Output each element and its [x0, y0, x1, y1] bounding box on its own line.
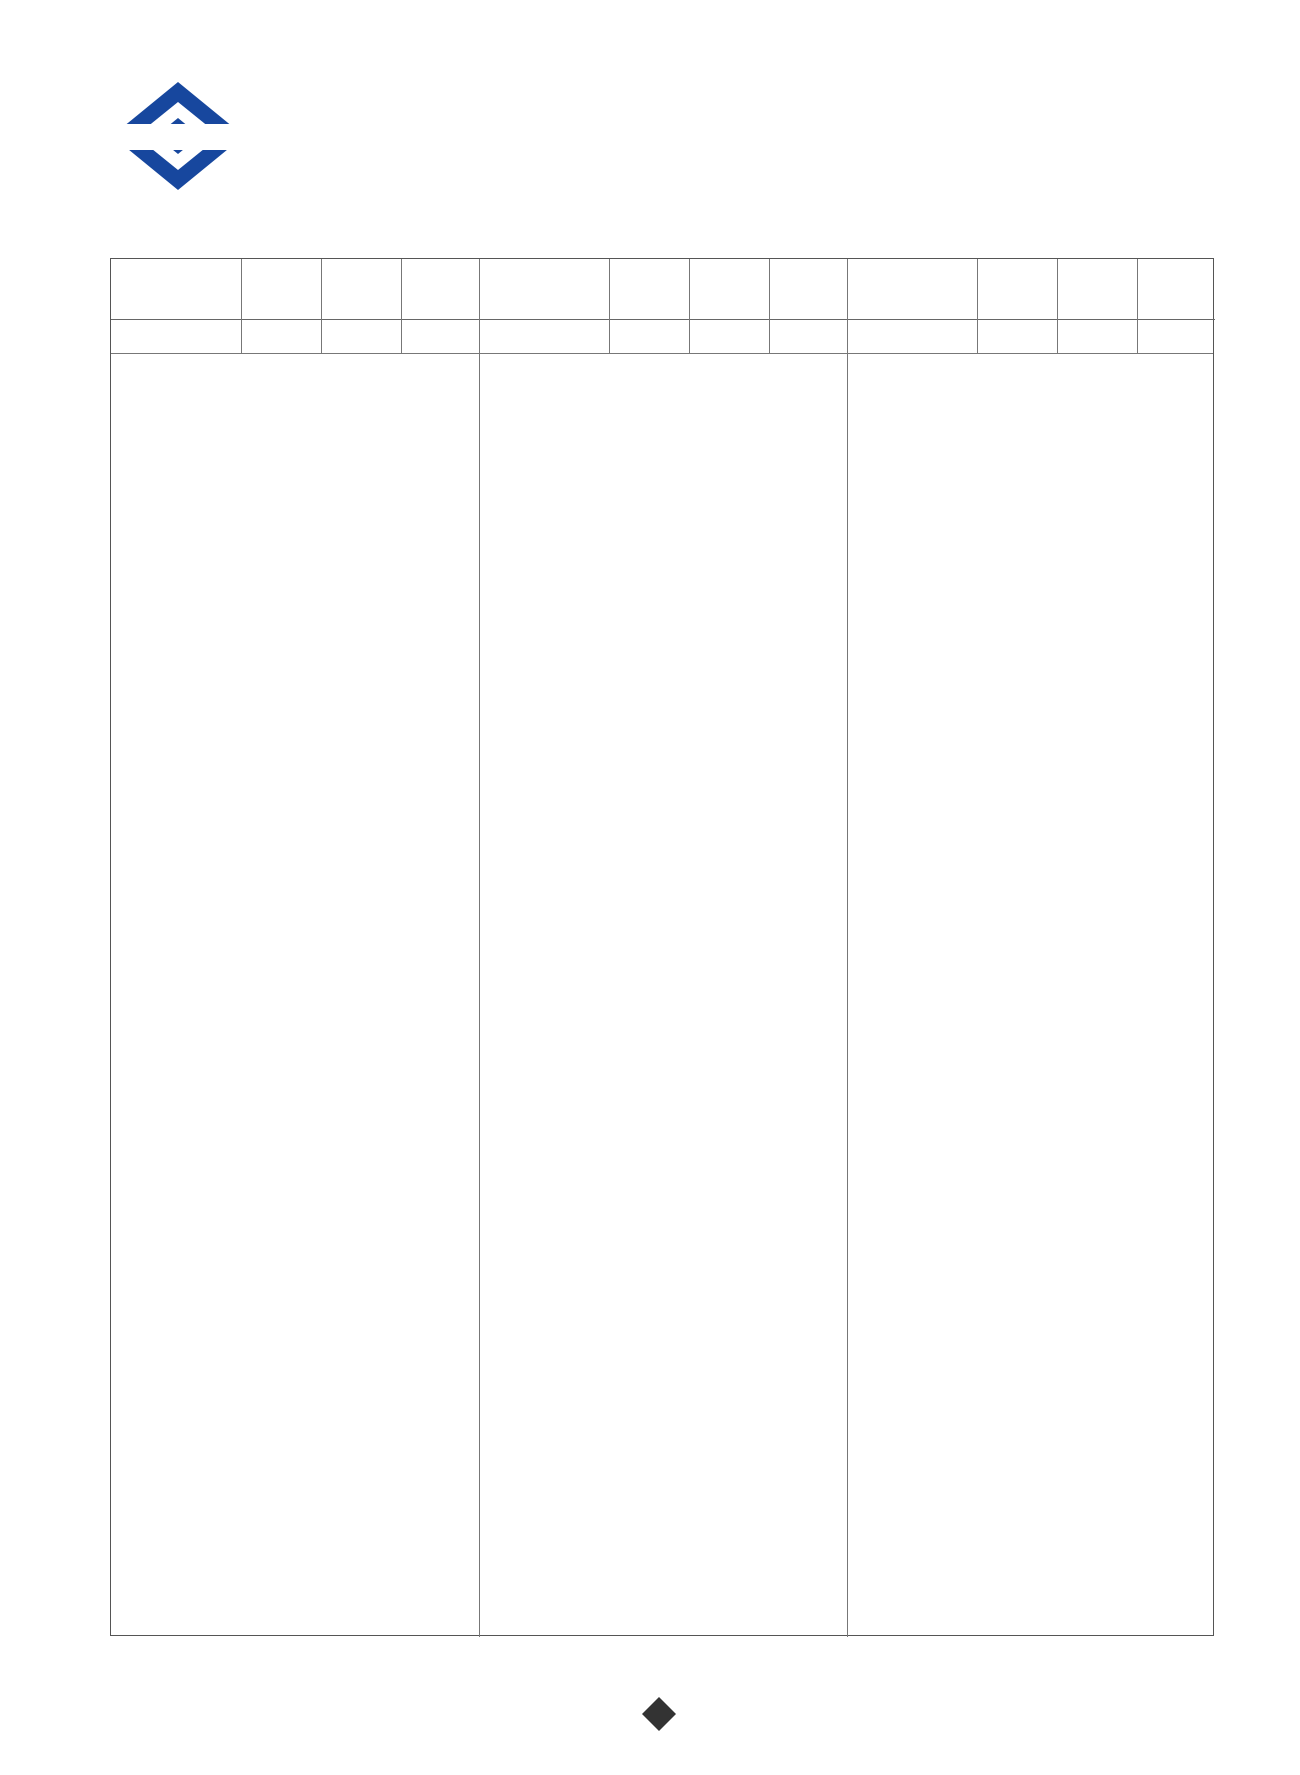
profile-catalog-table: [110, 258, 1214, 1636]
page-number-badge: [641, 1696, 677, 1732]
page-number: [641, 1696, 677, 1732]
cell-divider: [769, 259, 770, 319]
header-col-thick: [689, 259, 769, 320]
cell-divider: [1057, 259, 1058, 319]
header-col-weight: [977, 259, 1057, 320]
header-col-code: [479, 259, 609, 320]
cell-divider: [609, 259, 610, 319]
cell-divider: [609, 319, 610, 353]
header-col-thick: [321, 259, 401, 320]
cell-thick: [321, 319, 401, 353]
group-divider: [479, 259, 480, 1637]
cell-divider: [321, 259, 322, 319]
header-col-code: [847, 259, 977, 320]
cell-divider: [689, 319, 690, 353]
header-col-use: [401, 259, 479, 320]
header-col-weight: [609, 259, 689, 320]
header-col-use: [769, 259, 847, 320]
cell-divider: [977, 319, 978, 353]
gaoteng-logo-icon: [108, 78, 248, 198]
header-col-use: [1137, 259, 1215, 320]
cell-use: [401, 319, 479, 353]
header-col-code: [111, 259, 241, 320]
cell-divider: [977, 259, 978, 319]
row-divider: [111, 353, 1213, 354]
cell-divider: [769, 319, 770, 353]
cell-weight: [241, 319, 321, 353]
group-divider: [847, 259, 848, 1637]
header-col-thick: [1057, 259, 1137, 320]
cell-divider: [689, 259, 690, 319]
cell-code: [111, 319, 241, 353]
cell-divider: [1137, 319, 1138, 353]
header-col-weight: [241, 259, 321, 320]
cell-divider: [401, 259, 402, 319]
cell-divider: [241, 259, 242, 319]
cell-divider: [1057, 319, 1058, 353]
cell-divider: [1137, 259, 1138, 319]
